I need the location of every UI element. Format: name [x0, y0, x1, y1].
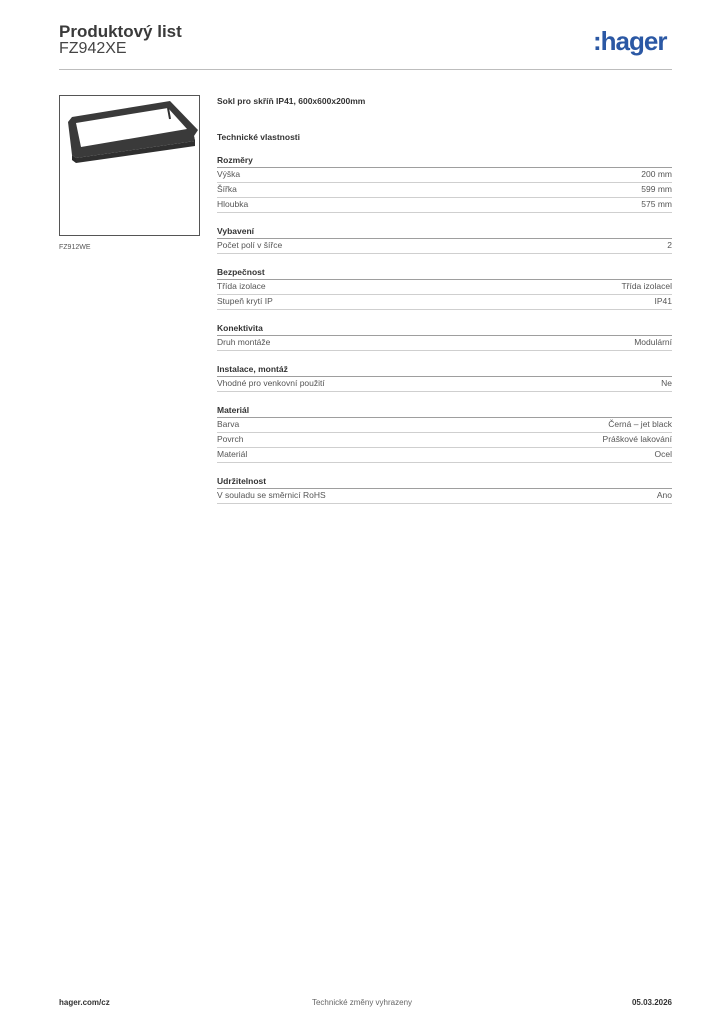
product-image	[59, 95, 200, 236]
spec-section	[217, 155, 672, 213]
section-title: Instalace, montáž	[217, 364, 672, 377]
spec-row	[217, 448, 672, 463]
spec-content	[217, 95, 672, 504]
footer-date: 05.03.2026	[631, 998, 672, 1007]
spec-value: Práškové lakování	[602, 434, 672, 444]
spec-row	[217, 239, 672, 254]
spec-value: 2	[667, 240, 672, 250]
spec-label: Materiál	[217, 449, 248, 459]
section-title: Konektivita	[217, 323, 672, 336]
spec-value: Třída izolacel	[621, 281, 672, 291]
spec-value: 599 mm	[641, 184, 672, 194]
spec-row	[217, 377, 672, 392]
header-divider	[59, 69, 672, 70]
spec-row	[217, 336, 672, 351]
product-code: FZ942XE	[59, 40, 127, 57]
hager-logo	[593, 26, 675, 58]
spec-value: Modulární	[634, 337, 672, 347]
svg-text::hager: :hager	[593, 26, 667, 56]
spec-section	[217, 226, 672, 254]
section-title: Vybavení	[217, 226, 672, 239]
spec-row	[217, 183, 672, 198]
spec-sections	[217, 155, 672, 504]
section-title: Bezpečnost	[217, 267, 672, 280]
spec-value: Ano	[656, 490, 672, 500]
spec-value: IP41	[654, 296, 672, 306]
spec-value: Ocel	[654, 449, 672, 459]
spec-value: 575 mm	[641, 199, 672, 209]
technical-heading: Technické vlastnosti	[217, 132, 300, 142]
spec-row	[217, 198, 672, 213]
page-title: Produktový list	[59, 22, 182, 41]
spec-label: Hloubka	[217, 199, 249, 209]
spec-value: Černá – jet black	[608, 419, 672, 429]
spec-section	[217, 405, 672, 463]
spec-section	[217, 323, 672, 351]
spec-label: Barva	[217, 419, 240, 429]
image-caption: FZ912WE	[59, 244, 91, 251]
spec-label: Výška	[217, 169, 241, 179]
spec-label: Šířka	[217, 184, 237, 194]
spec-value: 200 mm	[641, 169, 672, 179]
spec-section	[217, 267, 672, 310]
footer-notice: Technické změny vyhrazeny	[311, 998, 413, 1007]
plinth-frame-icon	[60, 96, 199, 235]
spec-label: Druh montáže	[217, 337, 271, 347]
spec-label: Počet polí v šířce	[217, 240, 283, 250]
section-title: Rozměry	[217, 155, 672, 168]
spec-label: Třída izolace	[217, 281, 266, 291]
spec-label: Stupeň krytí IP	[217, 296, 273, 306]
spec-row	[217, 433, 672, 448]
spec-label: Povrch	[217, 434, 244, 444]
section-title: Materiál	[217, 405, 672, 418]
spec-section	[217, 364, 672, 392]
spec-row	[217, 280, 672, 295]
product-description: Sokl pro skříň IP41, 600x600x200mm	[217, 96, 366, 106]
spec-row	[217, 489, 672, 504]
footer-website[interactable]: hager.com/cz	[59, 998, 110, 1007]
spec-row	[217, 168, 672, 183]
spec-section	[217, 476, 672, 504]
spec-label: V souladu se směrnicí RoHS	[217, 490, 326, 500]
spec-label: Vhodné pro venkovní použití	[217, 378, 325, 388]
spec-row	[217, 295, 672, 310]
section-title: Udržitelnost	[217, 476, 672, 489]
spec-row	[217, 418, 672, 433]
spec-value: Ne	[661, 378, 672, 388]
